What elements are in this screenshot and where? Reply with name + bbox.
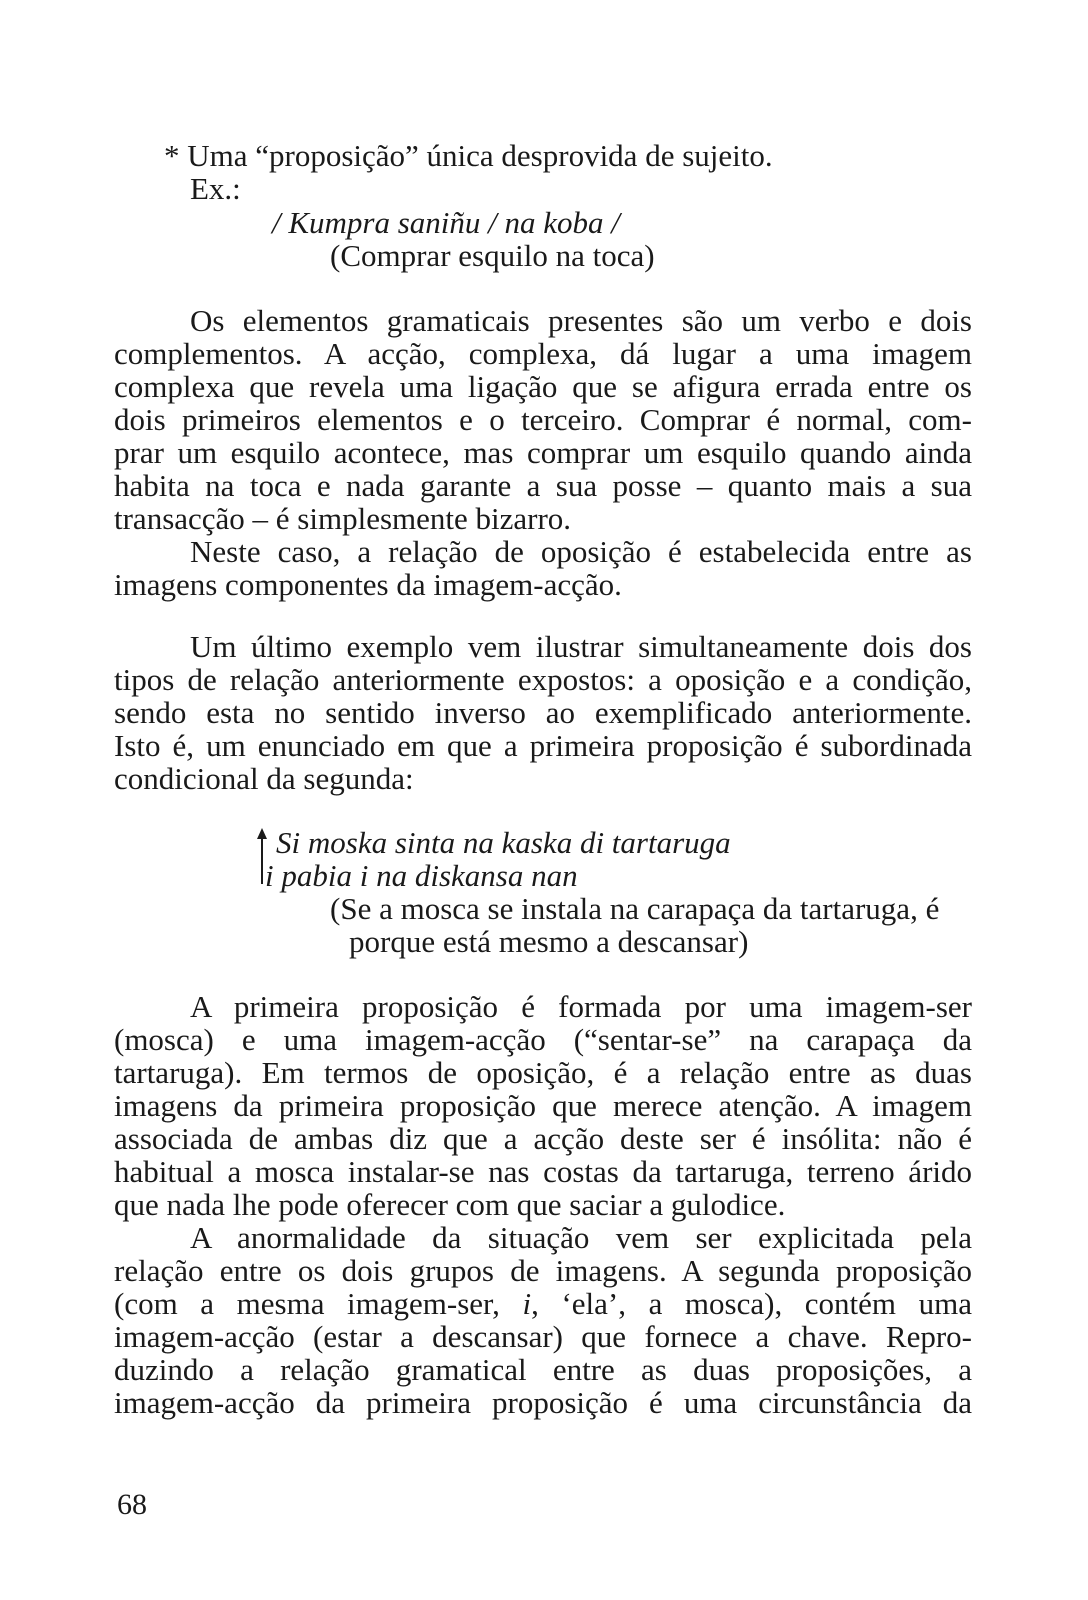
paragraph-line: imagens da primeira proposição que merece atenção. A imagem xyxy=(114,1088,972,1123)
example-creole-line-1: Si moska sinta na kaska di tartaruga xyxy=(276,825,731,860)
paragraph-line para5-ital-line: (com a mesma imagem-ser, i, ‘ela’, a mosca), contém uma xyxy=(114,1286,972,1321)
paragraph-line: dois primeiros elementos e o terceiro. Comprar é normal, com- xyxy=(114,402,972,437)
paragraph-line: sendo esta no sentido inverso ao exemplificado anteriormente. xyxy=(114,695,972,730)
paragraph-line: Os elementos gramaticais presentes são um verbo e dois xyxy=(190,303,972,338)
paragraph-line: Um último exemplo vem ilustrar simultaneamente dois dos xyxy=(190,629,972,664)
paragraph-line: complementos. A acção, complexa, dá lugar a uma imagem xyxy=(114,336,972,371)
paragraph-line: relação entre os dois grupos de imagens. A segunda proposição xyxy=(114,1253,972,1288)
example-translation-line-2: porque está mesmo a descansar) xyxy=(349,924,749,959)
example-creole-line-2: i pabia i na diskansa nan xyxy=(265,858,578,893)
paragraph-line: transacção – é simplesmente bizarro. xyxy=(114,501,572,536)
paragraph-line: A anormalidade da situação vem ser explicitada pela xyxy=(190,1220,972,1255)
paragraph-line: A primeira proposição é formada por uma imagem-ser xyxy=(190,989,972,1024)
paragraph-line: habitual a mosca instalar-se nas costas da tartaruga, terreno árido xyxy=(114,1154,972,1189)
paragraph-2 xyxy=(114,535,972,601)
paragraph-line: imagem-acção (estar a descansar) que fornece a chave. Repro- xyxy=(114,1319,972,1354)
paragraph-4 xyxy=(114,990,972,1221)
paragraph-line: habita na toca e nada garante a sua posse – quanto mais a sua xyxy=(114,468,972,503)
italic-pronoun: i xyxy=(522,1286,532,1321)
example-label: Ex.: xyxy=(190,171,241,206)
paragraph-line: duzindo a relação gramatical entre as duas proposições, a xyxy=(114,1352,972,1387)
paragraph-3 xyxy=(114,630,972,795)
paragraph-line: imagem-acção da primeira proposição é uma circunstância da xyxy=(114,1385,972,1420)
paragraph-line: prar um esquilo acontece, mas comprar um esquilo quando ainda xyxy=(114,435,972,470)
paragraph-line: Neste caso, a relação de oposição é estabelecida entre as xyxy=(190,534,972,569)
paragraph-line: imagens componentes da imagem-acção. xyxy=(114,567,622,602)
example-creole: / Kumpra saniñu / na koba / xyxy=(272,205,620,240)
paragraph-line: Isto é, um enunciado em que a primeira proposição é subordinada xyxy=(114,728,972,763)
example-translation: (Comprar esquilo na toca) xyxy=(330,238,655,273)
page-number: 68 xyxy=(117,1488,147,1521)
paragraph-line: tipos de relação anteriormente expostos: a oposição e a condição, xyxy=(114,662,972,697)
paragraph-line: (mosca) e uma imagem-acção (“sentar-se” na carapaça da xyxy=(114,1022,972,1057)
paragraph-line: complexa que revela uma ligação que se afigura errada entre os xyxy=(114,369,972,404)
paragraph-line: tartaruga). Em termos de oposição, é a relação entre as duas xyxy=(114,1055,972,1090)
paragraph-1 xyxy=(114,304,972,535)
paragraph-line: associada de ambas diz que a acção deste ser é insólita: não é xyxy=(114,1121,972,1156)
paragraph-line: condicional da segunda: xyxy=(114,761,414,796)
paragraph-line: que nada lhe pode oferecer com que saciar a gulodice. xyxy=(114,1187,786,1222)
example-translation-line-1: (Se a mosca se instala na carapaça da tartaruga, é xyxy=(330,891,940,926)
bullet-line: * Uma “proposição” única desprovida de sujeito. xyxy=(164,138,773,173)
paragraph-5 xyxy=(114,1221,972,1419)
